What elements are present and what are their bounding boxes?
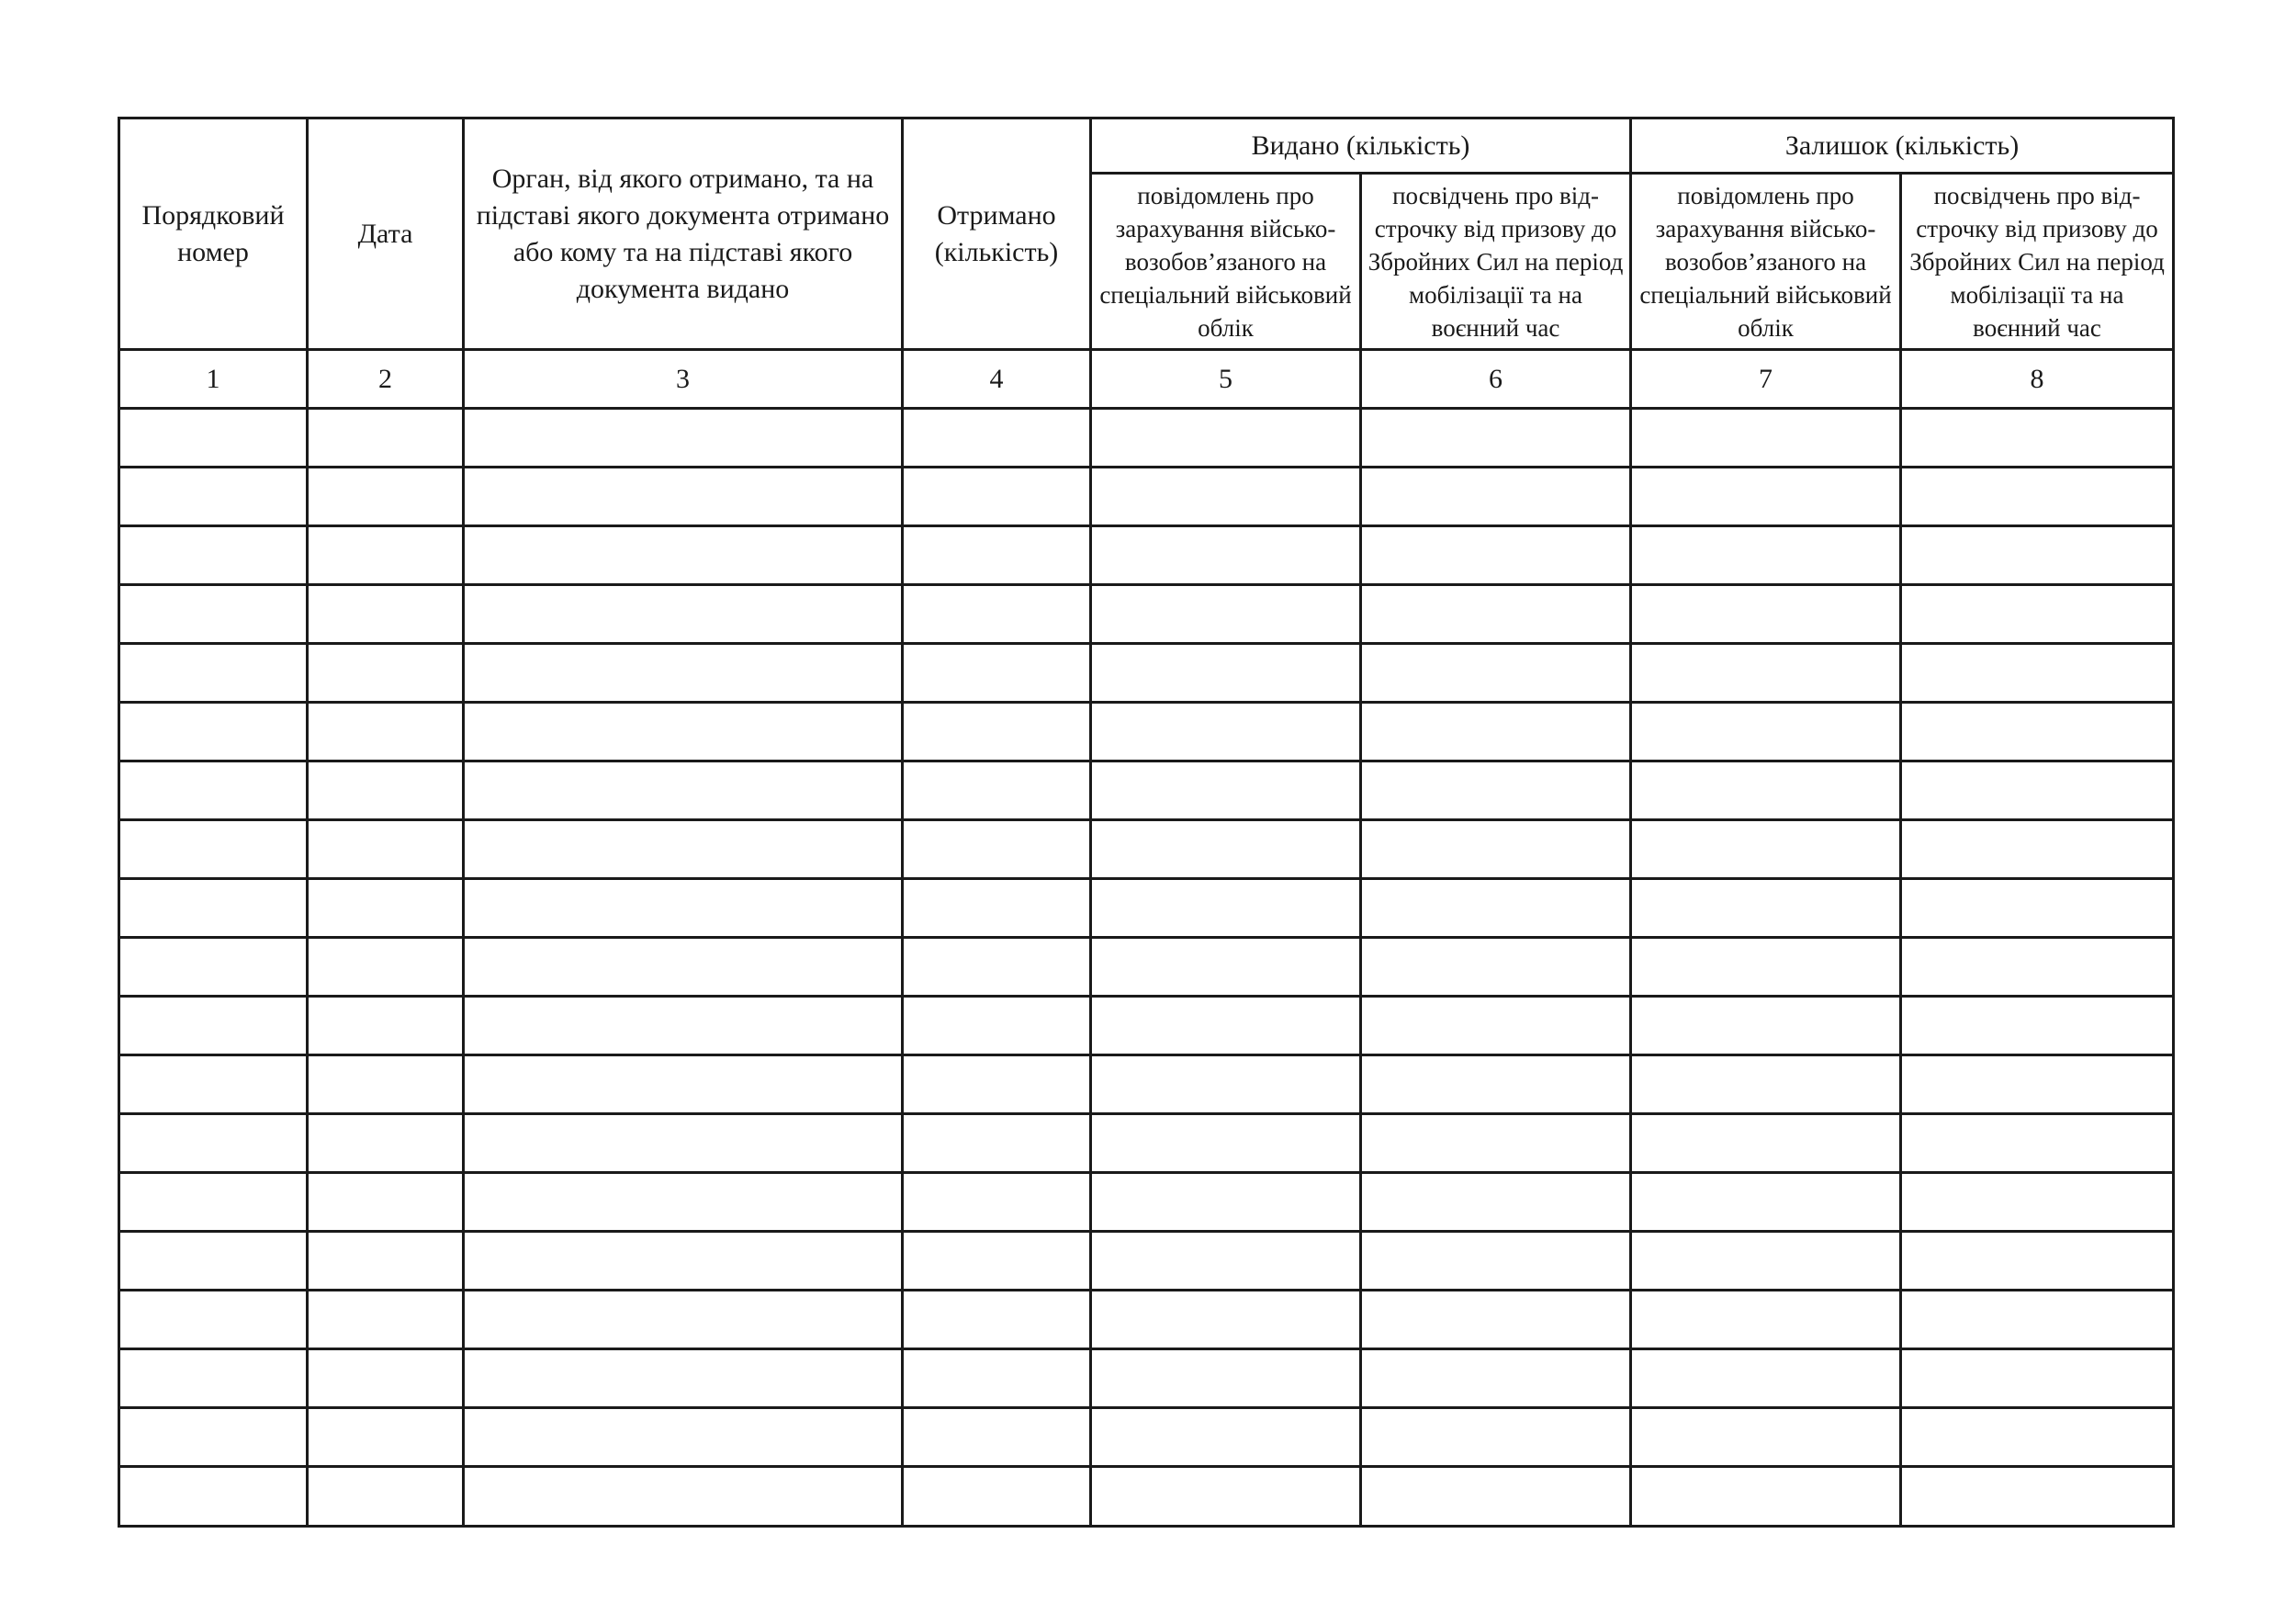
column-number: 1 bbox=[119, 350, 308, 409]
table-cell bbox=[1901, 997, 2174, 1055]
table-cell bbox=[1361, 526, 1631, 585]
table-cell bbox=[464, 1114, 903, 1173]
table-cell bbox=[1901, 761, 2174, 820]
table-cell bbox=[119, 468, 308, 526]
table-cell bbox=[903, 997, 1091, 1055]
table-cell bbox=[903, 1291, 1091, 1349]
table-cell bbox=[1901, 644, 2174, 703]
table-row bbox=[119, 526, 2174, 585]
table-cell bbox=[119, 526, 308, 585]
table-cell bbox=[903, 1467, 1091, 1527]
header-sequence-number: Порядковий номер bbox=[119, 118, 308, 350]
table-cell bbox=[1091, 409, 1361, 468]
table-cell bbox=[1901, 820, 2174, 879]
table-cell bbox=[1901, 1467, 2174, 1527]
table-cell bbox=[308, 644, 464, 703]
table-cell bbox=[903, 1173, 1091, 1232]
table-cell bbox=[903, 879, 1091, 938]
table-cell bbox=[1361, 644, 1631, 703]
table-cell bbox=[1361, 1408, 1631, 1467]
table-cell bbox=[308, 526, 464, 585]
table-cell bbox=[464, 1291, 903, 1349]
table-cell bbox=[1361, 468, 1631, 526]
table-cell bbox=[119, 409, 308, 468]
column-number: 5 bbox=[1091, 350, 1361, 409]
table-cell bbox=[119, 1291, 308, 1349]
table-cell bbox=[903, 703, 1091, 761]
table-cell bbox=[308, 468, 464, 526]
table-row bbox=[119, 997, 2174, 1055]
table-cell bbox=[1091, 1291, 1361, 1349]
table-cell bbox=[308, 938, 464, 997]
table-cell bbox=[1361, 879, 1631, 938]
table-cell bbox=[1631, 761, 1901, 820]
table-cell bbox=[119, 938, 308, 997]
table-cell bbox=[903, 526, 1091, 585]
column-number: 3 bbox=[464, 350, 903, 409]
table-cell bbox=[1631, 1467, 1901, 1527]
table-cell bbox=[1361, 585, 1631, 644]
register-table bbox=[118, 117, 2175, 1528]
table-cell bbox=[1631, 879, 1901, 938]
table-cell bbox=[308, 409, 464, 468]
header-issued-certificates: посвідчень про відстрочку від призову до Збройних Сил на період мобілізації та на воєнний час bbox=[1361, 174, 1631, 350]
table-cell bbox=[308, 1467, 464, 1527]
table-row bbox=[119, 468, 2174, 526]
column-number: 4 bbox=[903, 350, 1091, 409]
table-cell bbox=[903, 938, 1091, 997]
table-cell bbox=[1901, 703, 2174, 761]
table-cell bbox=[308, 1055, 464, 1114]
table-cell bbox=[1091, 585, 1361, 644]
table-row bbox=[119, 585, 2174, 644]
table-row bbox=[119, 820, 2174, 879]
table-row bbox=[119, 1291, 2174, 1349]
table-cell bbox=[1361, 1173, 1631, 1232]
table-cell bbox=[119, 997, 308, 1055]
table-cell bbox=[464, 526, 903, 585]
table-cell bbox=[308, 703, 464, 761]
table-cell bbox=[903, 644, 1091, 703]
table-cell bbox=[1901, 1232, 2174, 1291]
table-cell bbox=[903, 585, 1091, 644]
table-cell bbox=[119, 820, 308, 879]
header-issued-group: Видано (кількість) bbox=[1091, 118, 1631, 174]
table-cell bbox=[1091, 1114, 1361, 1173]
table-cell bbox=[308, 1349, 464, 1408]
header-balance-certificates: посвідчень про відстрочку від призову до Збройних Сил на період мобілізації та на воєнний час bbox=[1901, 174, 2174, 350]
table-cell bbox=[308, 1291, 464, 1349]
table-cell bbox=[119, 879, 308, 938]
table-row bbox=[119, 1173, 2174, 1232]
table-cell bbox=[1631, 997, 1901, 1055]
table-cell bbox=[464, 1467, 903, 1527]
table-cell bbox=[1631, 1173, 1901, 1232]
table-cell bbox=[903, 1232, 1091, 1291]
table-row bbox=[119, 409, 2174, 468]
table-cell bbox=[1091, 820, 1361, 879]
column-number: 7 bbox=[1631, 350, 1901, 409]
table-cell bbox=[464, 585, 903, 644]
table-cell bbox=[1361, 409, 1631, 468]
table-cell bbox=[1901, 1408, 2174, 1467]
table-cell bbox=[119, 1467, 308, 1527]
column-number: 6 bbox=[1361, 350, 1631, 409]
table-cell bbox=[903, 1055, 1091, 1114]
table-cell bbox=[119, 1232, 308, 1291]
table-cell bbox=[1901, 1114, 2174, 1173]
header-issued-notices: повідомлень про зарахування військовозобов’язаного на спеціальний військовий облік bbox=[1091, 174, 1361, 350]
table-cell bbox=[119, 644, 308, 703]
table-cell bbox=[119, 703, 308, 761]
table-cell bbox=[1361, 761, 1631, 820]
table-cell bbox=[119, 585, 308, 644]
table-cell bbox=[1091, 938, 1361, 997]
table-cell bbox=[308, 761, 464, 820]
column-number-row bbox=[119, 350, 2174, 409]
table-row bbox=[119, 1349, 2174, 1408]
header-row-top bbox=[119, 118, 2174, 174]
table-cell bbox=[1361, 1467, 1631, 1527]
table-row bbox=[119, 761, 2174, 820]
table-cell bbox=[1361, 1055, 1631, 1114]
table-cell bbox=[1631, 468, 1901, 526]
table-cell bbox=[903, 1349, 1091, 1408]
table-row bbox=[119, 644, 2174, 703]
table-cell bbox=[1091, 644, 1361, 703]
column-number: 8 bbox=[1901, 350, 2174, 409]
table-cell bbox=[1901, 938, 2174, 997]
table-cell bbox=[464, 938, 903, 997]
table-cell bbox=[308, 879, 464, 938]
table-cell bbox=[1631, 409, 1901, 468]
table-cell bbox=[1361, 820, 1631, 879]
table-cell bbox=[1631, 703, 1901, 761]
table-cell bbox=[1901, 468, 2174, 526]
table-cell bbox=[119, 1114, 308, 1173]
table-cell bbox=[1901, 1055, 2174, 1114]
table-row bbox=[119, 1467, 2174, 1527]
table-cell bbox=[1631, 820, 1901, 879]
table-cell bbox=[1091, 1232, 1361, 1291]
column-number: 2 bbox=[308, 350, 464, 409]
table-row bbox=[119, 1055, 2174, 1114]
table-row bbox=[119, 1232, 2174, 1291]
table-cell bbox=[1631, 1055, 1901, 1114]
header-balance-group: Залишок (кількість) bbox=[1631, 118, 2174, 174]
table-cell bbox=[1901, 526, 2174, 585]
table-cell bbox=[1091, 1467, 1361, 1527]
table-cell bbox=[1361, 938, 1631, 997]
table-cell bbox=[464, 1055, 903, 1114]
table-cell bbox=[1091, 526, 1361, 585]
table-cell bbox=[1361, 1232, 1631, 1291]
table-cell bbox=[1631, 938, 1901, 997]
table-cell bbox=[1361, 1349, 1631, 1408]
table-cell bbox=[903, 468, 1091, 526]
table-row bbox=[119, 1408, 2174, 1467]
table-cell bbox=[308, 585, 464, 644]
table-cell bbox=[1631, 1291, 1901, 1349]
table-cell bbox=[1631, 1114, 1901, 1173]
table-cell bbox=[1361, 1291, 1631, 1349]
table-cell bbox=[464, 644, 903, 703]
table-cell bbox=[464, 820, 903, 879]
table-cell bbox=[119, 1349, 308, 1408]
table-cell bbox=[308, 1408, 464, 1467]
table-cell bbox=[1091, 997, 1361, 1055]
table-cell bbox=[464, 1232, 903, 1291]
table-cell bbox=[464, 879, 903, 938]
table-cell bbox=[464, 1349, 903, 1408]
table-cell bbox=[1901, 1173, 2174, 1232]
table-cell bbox=[1091, 1055, 1361, 1114]
table-row bbox=[119, 1114, 2174, 1173]
table-cell bbox=[903, 1408, 1091, 1467]
table-cell bbox=[1631, 1232, 1901, 1291]
table-cell bbox=[464, 1408, 903, 1467]
table-cell bbox=[119, 1408, 308, 1467]
table-cell bbox=[119, 1173, 308, 1232]
header-received-quantity: Отримано (кількість) bbox=[903, 118, 1091, 350]
table-cell bbox=[1901, 585, 2174, 644]
table-cell bbox=[1901, 879, 2174, 938]
table-cell bbox=[308, 820, 464, 879]
table-cell bbox=[119, 761, 308, 820]
header-authority-document: Орган, від якого отримано, та на підставі якого документа отримано або кому та на підставі якого документа видано bbox=[464, 118, 903, 350]
table-cell bbox=[1091, 703, 1361, 761]
table-row bbox=[119, 938, 2174, 997]
table-cell bbox=[1361, 997, 1631, 1055]
table-cell bbox=[903, 1114, 1091, 1173]
header-date: Дата bbox=[308, 118, 464, 350]
table-cell bbox=[1631, 585, 1901, 644]
table-cell bbox=[1091, 1408, 1361, 1467]
table-cell bbox=[1901, 1349, 2174, 1408]
table-cell bbox=[1361, 1114, 1631, 1173]
table-cell bbox=[1091, 1173, 1361, 1232]
table-cell bbox=[1091, 761, 1361, 820]
table-cell bbox=[119, 1055, 308, 1114]
table-cell bbox=[464, 468, 903, 526]
table-row bbox=[119, 879, 2174, 938]
table-cell bbox=[1091, 468, 1361, 526]
table-cell bbox=[1091, 1349, 1361, 1408]
table-cell bbox=[903, 761, 1091, 820]
table-cell bbox=[1631, 526, 1901, 585]
table-cell bbox=[903, 409, 1091, 468]
table-cell bbox=[308, 1232, 464, 1291]
table-cell bbox=[464, 703, 903, 761]
table-cell bbox=[464, 409, 903, 468]
table-cell bbox=[464, 1173, 903, 1232]
table-cell bbox=[1631, 1349, 1901, 1408]
table-cell bbox=[1901, 409, 2174, 468]
table-cell bbox=[1631, 1408, 1901, 1467]
table-cell bbox=[903, 820, 1091, 879]
table-cell bbox=[1631, 644, 1901, 703]
table-cell bbox=[308, 1114, 464, 1173]
table-cell bbox=[464, 997, 903, 1055]
table-row bbox=[119, 703, 2174, 761]
table-cell bbox=[1361, 703, 1631, 761]
table-cell bbox=[1091, 879, 1361, 938]
table-cell bbox=[308, 997, 464, 1055]
header-balance-notices: повідомлень про зарахування військовозобов’язаного на спеціальний військовий облік bbox=[1631, 174, 1901, 350]
table-cell bbox=[464, 761, 903, 820]
table-cell bbox=[1901, 1291, 2174, 1349]
table-cell bbox=[308, 1173, 464, 1232]
